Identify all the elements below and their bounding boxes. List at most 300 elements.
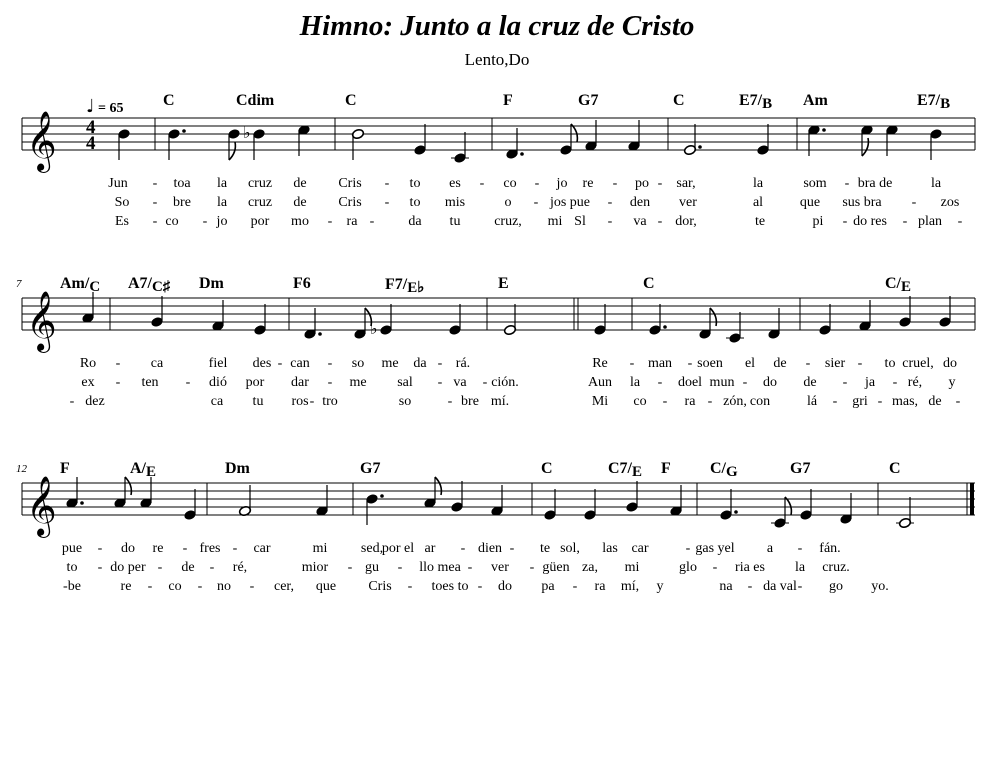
- lyric-syllable: -: [249, 579, 255, 594]
- lyric-syllable: gas yel: [695, 541, 735, 556]
- lyric-syllable: mí,: [620, 579, 640, 594]
- lyric-syllable: re: [152, 541, 164, 556]
- chord-symbol: [661, 460, 671, 478]
- note: [253, 304, 266, 336]
- lyric-syllable: dar: [291, 375, 309, 390]
- staff-system: [0, 275, 994, 430]
- lyric-syllable: -: [115, 356, 121, 371]
- lyric-syllable: -: [832, 394, 838, 409]
- lyric-syllable: -: [447, 394, 453, 409]
- lyric-syllable: -: [957, 214, 963, 229]
- lyric-syllable: ra: [594, 579, 606, 594]
- lyric-syllable: -: [533, 195, 539, 210]
- lyric-syllable: -: [97, 541, 103, 556]
- lyric-syllable: to: [66, 560, 78, 575]
- lyric-syllable: -: [185, 375, 191, 390]
- lyric-syllable: cruz: [247, 176, 273, 191]
- lyric-syllable: so: [351, 356, 365, 371]
- note: [65, 477, 83, 509]
- lyric-syllable: -: [97, 560, 103, 575]
- lyric-syllable: co: [503, 176, 517, 191]
- note: [726, 312, 744, 344]
- note: [505, 128, 523, 160]
- lyric-syllable: con: [749, 394, 771, 409]
- lyric-syllable: mun: [709, 375, 735, 390]
- lyric-syllable: dien: [477, 541, 503, 556]
- note: [584, 120, 597, 152]
- lyric-syllable: to: [884, 356, 896, 371]
- chord-root: Am: [803, 92, 828, 109]
- lyric-syllable: a: [766, 541, 774, 556]
- chord-root: A/: [130, 460, 146, 477]
- chord-root: C: [643, 275, 655, 292]
- chord-symbol: [60, 460, 70, 478]
- note: [767, 308, 780, 340]
- chord-symbol: [917, 92, 950, 110]
- lyric-syllable: -: [629, 356, 635, 371]
- lyric-syllable: -: [534, 176, 540, 191]
- flat-icon: ♭: [370, 319, 378, 338]
- lyric-syllable: ria es: [735, 560, 765, 575]
- lyric-syllable: zón,: [723, 394, 747, 409]
- lyric-syllable: -: [842, 214, 848, 229]
- lyric-syllable: -: [842, 375, 848, 390]
- lyric-syllable: dor,: [675, 214, 697, 229]
- lyric-syllable: ré,: [232, 560, 248, 575]
- lyric-syllable: do: [763, 375, 777, 390]
- chord-bass: E: [146, 464, 157, 480]
- lyric-syllable: -: [797, 541, 803, 556]
- note: [898, 296, 911, 328]
- chord-root: G7: [360, 460, 381, 477]
- lyric-syllable: sus bra: [842, 195, 882, 210]
- lyric-syllable: rá.: [455, 356, 471, 371]
- note: [451, 132, 469, 164]
- lyric-syllable: Mi: [591, 394, 609, 409]
- note: [227, 128, 240, 160]
- lyric-syllable: -: [327, 214, 333, 229]
- note: [353, 308, 371, 340]
- chord-root: F: [503, 92, 513, 109]
- lyric-syllable: de: [803, 375, 817, 390]
- chord-root: Cdim: [236, 92, 275, 109]
- lyric-syllable: bre: [173, 195, 191, 210]
- lyric-syllable: -: [877, 394, 883, 409]
- lyric-syllable: Sl: [574, 214, 586, 229]
- quarter-note-icon: ♩: [86, 96, 95, 117]
- lyric-syllable: sol,: [560, 541, 580, 556]
- lyric-syllable: sier: [824, 356, 846, 371]
- note: [683, 124, 701, 156]
- note: [238, 485, 251, 517]
- chord-root: C: [889, 460, 901, 477]
- lyric-syllable: -: [397, 560, 403, 575]
- lyric-syllable: na: [719, 579, 733, 594]
- lyric-syllable: -: [911, 195, 917, 210]
- lyric-syllable: -: [747, 579, 753, 594]
- lyric-syllable: po: [635, 176, 649, 191]
- lyric-syllable: -: [202, 214, 208, 229]
- lyric-syllable: ar: [424, 541, 436, 556]
- chord-symbol: [710, 460, 738, 478]
- lyric-syllable: -: [712, 560, 718, 575]
- chord-bass: C♯: [152, 279, 171, 295]
- lyric-syllable: -: [955, 394, 961, 409]
- lyric-syllable: tu: [449, 214, 461, 229]
- lyric-syllable: cruz: [247, 195, 273, 210]
- lyric-syllable: ción.: [491, 375, 519, 390]
- lyric-syllable: mis: [444, 195, 466, 210]
- lyric-syllable: por: [250, 214, 270, 229]
- chord-bass: E: [632, 464, 643, 480]
- lyric-syllable: de: [293, 195, 307, 210]
- lyric-syllable: la: [930, 176, 942, 191]
- lyric-syllable: -: [657, 214, 663, 229]
- note: [860, 124, 873, 156]
- lyric-syllable: sar,: [676, 176, 696, 191]
- note: [839, 493, 852, 525]
- lyric-syllable: -: [685, 541, 691, 556]
- lyric-syllable: plan: [917, 214, 943, 229]
- chord-root: C: [673, 92, 685, 109]
- lyric-syllable: es: [449, 176, 461, 191]
- lyric-syllable: sal: [397, 375, 413, 390]
- page-title: Himno: Junto a la cruz de Cristo: [299, 10, 695, 42]
- lyric-syllable: y: [948, 375, 956, 390]
- staff-system: [0, 92, 994, 250]
- lyric-syllable: yo.: [871, 579, 889, 594]
- lyric-syllable: la: [794, 560, 806, 575]
- lyric-syllable: por: [245, 375, 265, 390]
- chord-symbol: [199, 275, 224, 293]
- chord-root: C7/: [608, 460, 632, 477]
- chord-symbol: [385, 275, 424, 294]
- note: [303, 308, 321, 340]
- note: [423, 477, 441, 509]
- chord-symbol: [803, 92, 828, 110]
- note: [150, 296, 163, 328]
- lyric-syllable: -: [147, 579, 153, 594]
- lyric-syllable: pue: [61, 541, 83, 556]
- note: [698, 308, 716, 340]
- lyric-syllable: -: [232, 541, 238, 556]
- chord-root: F: [661, 460, 671, 477]
- lyric-syllable: -: [209, 560, 215, 575]
- note: [139, 477, 152, 509]
- lyric-syllable: cruz,: [494, 214, 522, 229]
- lyric-syllable: co: [633, 394, 647, 409]
- note: [858, 300, 871, 332]
- lyric-syllable: cruz.: [822, 560, 850, 575]
- chord-symbol: [130, 460, 156, 478]
- note: [771, 497, 791, 529]
- lyric-syllable: -: [384, 195, 390, 210]
- lyric-syllable: -: [612, 176, 618, 191]
- lyric-syllable: -: [309, 394, 315, 409]
- lyric-syllable: te: [539, 541, 551, 556]
- lyric-syllable: mi: [624, 560, 640, 575]
- lyric-syllable: da val: [763, 579, 797, 594]
- lyric-syllable: -: [437, 356, 443, 371]
- lyric-syllable: ex: [81, 375, 95, 390]
- chord-root: E: [498, 275, 509, 292]
- chord-root: Dm: [225, 460, 250, 477]
- lyric-syllable: por el: [381, 541, 415, 556]
- lyric-syllable: -: [607, 195, 613, 210]
- chord-root: C/: [710, 460, 726, 477]
- note: [559, 124, 577, 156]
- time-signature: 4: [86, 117, 96, 138]
- chord-root: E7/: [739, 92, 763, 109]
- lyric-syllable: bre: [461, 394, 479, 409]
- lyric-syllable: la: [216, 195, 228, 210]
- chord-root: C: [541, 460, 553, 477]
- lyric-syllable: y: [656, 579, 664, 594]
- lyric-syllable: mi: [312, 541, 328, 556]
- lyric-syllable: re: [582, 176, 594, 191]
- lyric-syllable: toes to: [431, 579, 469, 594]
- lyric-syllable: -: [152, 214, 158, 229]
- lyric-syllable: pi: [812, 214, 824, 229]
- chord-root: G7: [578, 92, 599, 109]
- lyric-syllable: la: [216, 176, 228, 191]
- lyric-syllable: de: [293, 176, 307, 191]
- lyric-syllable: -: [482, 375, 488, 390]
- lyric-syllable: -: [384, 176, 390, 191]
- lyric-syllable: do per: [110, 560, 146, 575]
- lyric-syllable: -: [115, 375, 121, 390]
- note: [450, 481, 463, 513]
- lyric-syllable: ten: [141, 375, 159, 390]
- lyric-syllable: glo: [679, 560, 697, 575]
- chord-symbol: [225, 460, 250, 478]
- note: [448, 304, 461, 336]
- lyric-syllable: co: [165, 214, 179, 229]
- lyric-syllable: Aun: [587, 375, 613, 390]
- lyric-syllable: de: [773, 356, 787, 371]
- note: [627, 120, 640, 152]
- lyric-syllable: -be: [63, 579, 81, 594]
- lyric-syllable: -: [657, 176, 663, 191]
- lyric-syllable: va: [453, 375, 467, 390]
- lyric-syllable: -: [892, 375, 898, 390]
- lyric-syllable: can: [290, 356, 310, 371]
- lyric-syllable: -: [707, 394, 713, 409]
- note: [117, 128, 130, 160]
- staff-system: [0, 460, 994, 615]
- lyric-syllable: -: [152, 176, 158, 191]
- flat-icon: ♭: [243, 123, 251, 142]
- chord-root: G7: [790, 460, 811, 477]
- lyric-syllable: jo: [216, 214, 228, 229]
- lyric-syllable: -: [327, 356, 333, 371]
- lyric-syllable: ca: [150, 356, 164, 371]
- chord-symbol: [503, 92, 513, 110]
- lyric-syllable: gri: [852, 394, 868, 409]
- lyric-syllable: dez: [85, 394, 105, 409]
- lyric-syllable: pa: [541, 579, 555, 594]
- lyric-syllable: do: [121, 541, 135, 556]
- lyric-syllable: car: [631, 541, 649, 556]
- lyric-syllable: zos: [940, 195, 960, 210]
- treble-clef-icon: 𝄞: [26, 291, 57, 351]
- chord-bass: E: [901, 279, 912, 295]
- lyric-syllable: sed,: [360, 541, 384, 556]
- lyric-syllable: ver: [491, 560, 509, 575]
- lyric-syllable: -: [347, 560, 353, 575]
- lyric-syllable: -: [509, 541, 515, 556]
- lyric-syllable: -: [662, 394, 668, 409]
- lyric-syllable: va: [633, 214, 647, 229]
- lyric-syllable: -: [477, 579, 483, 594]
- chord-root: Dm: [199, 275, 224, 292]
- lyric-syllable: gu: [365, 560, 379, 575]
- lyric-syllable: -: [152, 195, 158, 210]
- lyric-syllable: lá: [806, 394, 818, 409]
- lyric-syllable: -: [437, 375, 443, 390]
- lyric-syllable: de: [928, 394, 942, 409]
- lyric-syllable: -: [277, 356, 283, 371]
- lyric-syllable: -: [327, 375, 333, 390]
- lyric-syllable: Re: [592, 356, 608, 371]
- lyric-syllable: do: [498, 579, 512, 594]
- lyric-syllable: -: [157, 560, 163, 575]
- note: [113, 477, 131, 509]
- chord-symbol: [236, 92, 274, 110]
- lyric-syllable: fres: [199, 541, 221, 556]
- lyric-syllable: -: [197, 579, 203, 594]
- chord-symbol: [643, 275, 655, 293]
- note: [625, 481, 638, 513]
- lyric-syllable: de: [181, 560, 195, 575]
- lyric-syllable: no: [217, 579, 231, 594]
- lyric-syllable: llo mea: [419, 560, 461, 575]
- lyric-syllable: da: [413, 356, 427, 371]
- lyric-syllable: soen: [697, 356, 723, 371]
- lyric-syllable: So: [114, 195, 130, 210]
- lyric-syllable: al: [752, 195, 764, 210]
- note: [315, 485, 328, 517]
- lyric-syllable: da: [408, 214, 422, 229]
- lyric-syllable: tro: [322, 394, 338, 409]
- chord-symbol: [578, 92, 598, 110]
- lyric-syllable: toa: [173, 176, 191, 191]
- lyric-syllable: za,: [582, 560, 598, 575]
- lyric-syllable: car: [253, 541, 271, 556]
- lyric-syllable: Jun: [108, 176, 128, 191]
- chord-root: F: [60, 460, 70, 477]
- lyric-syllable: to: [409, 195, 421, 210]
- lyric-syllable: -: [407, 579, 413, 594]
- lyric-syllable: -: [529, 560, 535, 575]
- lyric-syllable: doel: [677, 375, 703, 390]
- lyric-syllable: som: [803, 176, 827, 191]
- time-signature: 4: [86, 133, 96, 154]
- lyric-syllable: Cris: [338, 176, 362, 191]
- lyric-syllable: -: [844, 176, 850, 191]
- lyric-syllable: -: [572, 579, 578, 594]
- lyric-syllable: re: [120, 579, 132, 594]
- chord-symbol: [60, 275, 100, 293]
- chord-symbol: [673, 92, 685, 110]
- chord-root: C: [345, 92, 357, 109]
- chord-root: C/: [885, 275, 901, 292]
- lyric-syllable: cruel,: [902, 356, 934, 371]
- lyric-syllable: dió: [209, 375, 227, 390]
- chord-symbol: [345, 92, 357, 110]
- lyric-syllable: mí.: [490, 394, 510, 409]
- chord-root: F6: [293, 275, 311, 292]
- note: [211, 300, 224, 332]
- chord-symbol: [293, 275, 311, 293]
- lyric-syllable: co: [168, 579, 182, 594]
- lyric-syllable: fiel: [208, 356, 228, 371]
- chord-symbol: [790, 460, 810, 478]
- note: [799, 489, 812, 521]
- chord-bass: C: [89, 279, 101, 295]
- lyric-syllable: -: [687, 356, 693, 371]
- note: [543, 489, 556, 521]
- note: [719, 489, 737, 521]
- lyric-syllable: man: [647, 356, 673, 371]
- lyric-syllable: ré,: [907, 375, 923, 390]
- chord-symbol: [889, 460, 901, 478]
- chord-root: A7/: [128, 275, 152, 292]
- lyric-syllable: que: [315, 579, 337, 594]
- note: [297, 124, 310, 156]
- lyric-syllable: o: [504, 195, 512, 210]
- lyric-syllable: la: [629, 375, 641, 390]
- chord-symbol: [498, 275, 509, 293]
- lyric-syllable: mas,: [891, 394, 919, 409]
- measure-number: 7: [16, 278, 22, 290]
- lyric-syllable: mi: [547, 214, 563, 229]
- measure-number: 12: [16, 463, 27, 475]
- lyric-syllable: jo: [556, 176, 568, 191]
- lyric-syllable: -: [857, 356, 863, 371]
- treble-clef-icon: 𝄞: [26, 476, 57, 536]
- chord-bass: B: [762, 96, 773, 112]
- treble-clef-icon: 𝄞: [26, 111, 57, 171]
- note: [818, 304, 831, 336]
- lyric-syllable: -: [460, 541, 466, 556]
- note: [81, 292, 94, 324]
- lyric-syllable: la: [752, 176, 764, 191]
- lyric-syllable: -: [657, 375, 663, 390]
- lyric-syllable: go: [829, 579, 843, 594]
- note: [351, 128, 364, 160]
- chord-symbol: [739, 92, 772, 110]
- lyric-syllable: el: [744, 356, 756, 371]
- note: [167, 128, 185, 160]
- chord-symbol: [128, 275, 170, 293]
- lyric-syllable: ca: [210, 394, 224, 409]
- lyric-syllable: den: [629, 195, 651, 210]
- lyric-syllable: Cris: [368, 579, 392, 594]
- lyric-syllable: tu: [252, 394, 264, 409]
- note: [929, 128, 942, 160]
- note: [885, 124, 898, 156]
- subtitle: Lento,Do: [464, 50, 530, 69]
- note: [807, 124, 825, 156]
- lyric-syllable: Es: [115, 214, 129, 229]
- lyric-syllable: do: [943, 356, 957, 371]
- note: [756, 124, 769, 156]
- lyric-syllable: me: [349, 375, 367, 390]
- lyric-syllable: do res: [853, 214, 887, 229]
- lyric-syllable: ver: [679, 195, 697, 210]
- chord-root: C: [163, 92, 175, 109]
